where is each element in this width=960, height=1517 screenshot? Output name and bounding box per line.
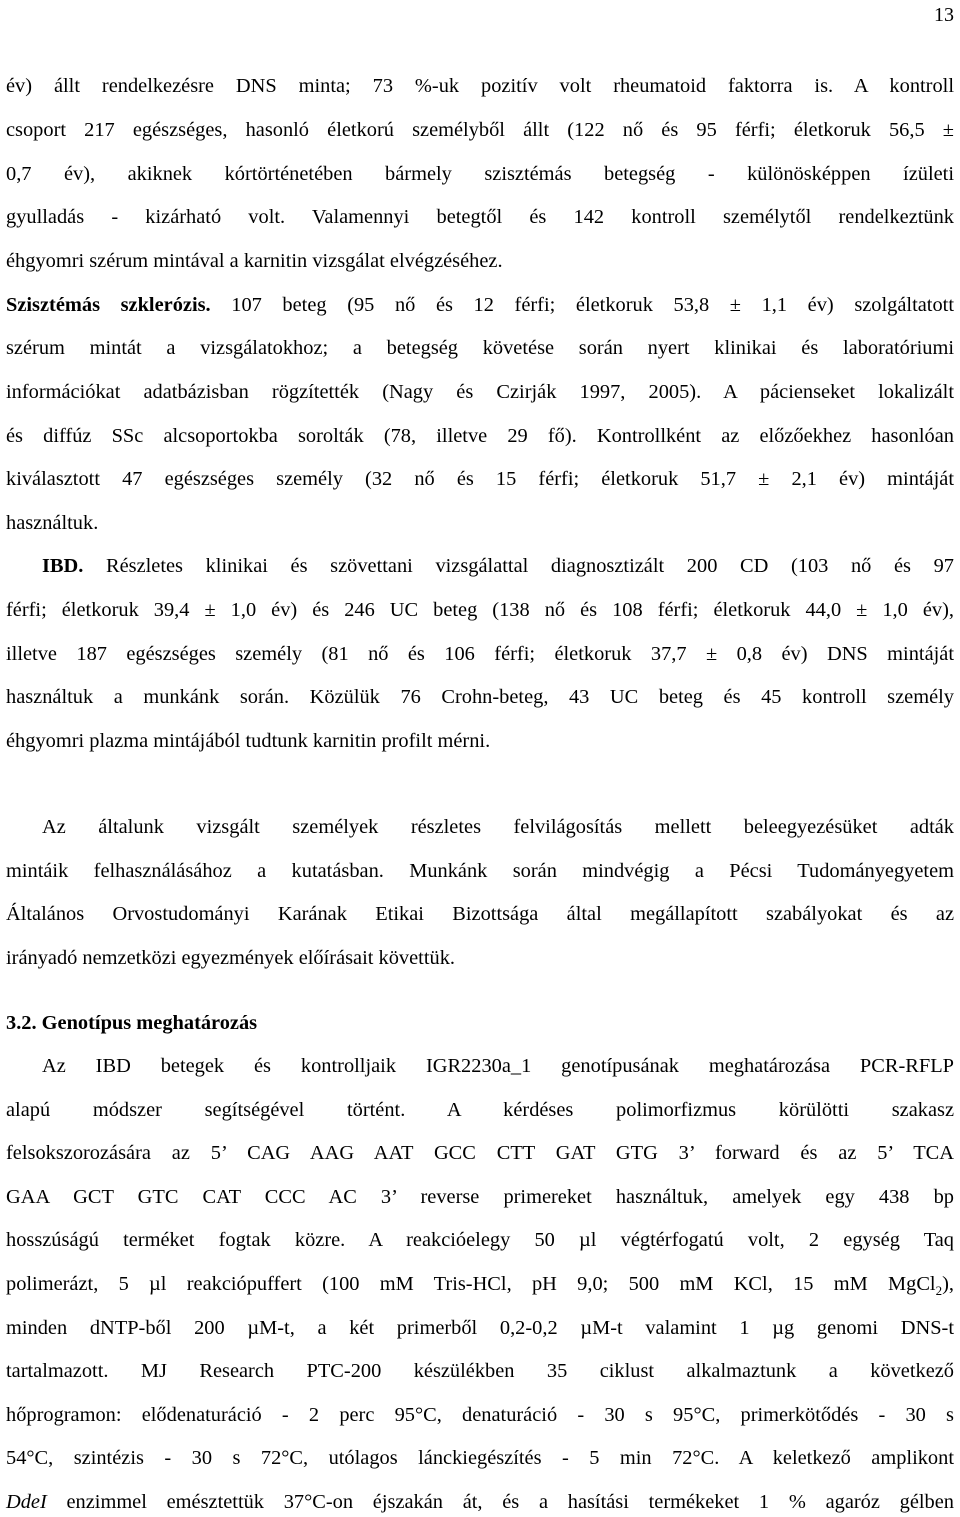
text-run: 0,7 év), akiknek kórtörténetében bármely szisztémás betegség - különösképpen ízületi [6, 163, 954, 185]
text-run: Az IBD betegek és kontrolljaik IGR2230a_1 genotípusának meghatározása PCR-RFLP [42, 1055, 954, 1077]
text-run: enzimmel emésztettük 37°C-on éjszakán át, és a hasítási termékeket 1 % agaróz gélben [46, 1491, 954, 1513]
text-line [6, 1226, 954, 1254]
text-line [6, 1183, 954, 1211]
text-line [6, 1488, 954, 1516]
text-run: gyulladás - kizárható volt. Valamennyi betegtől és 142 kontroll személytől rendelkeztünk [6, 206, 954, 228]
text-run: 107 beteg (95 nő és 12 férfi; életkoruk 53,8 ± 1,1 év) szolgáltatott [210, 294, 954, 316]
text-line [6, 203, 954, 231]
text-run: minden dNTP-ből 200 µM-t, a két primerből 0,2-0,2 µM-t valamint 1 µg genomi DNS-t [6, 1317, 954, 1339]
text-run: éhgyomri plazma mintájából tudtunk karnitin profilt mérni. [6, 730, 491, 752]
text-line [6, 683, 954, 711]
text-run: férfi; életkoruk 39,4 ± 1,0 év) és 246 UC beteg (138 nő és 108 férfi; életkoruk 44,0 ± 1,0 év), [6, 599, 954, 621]
text-line [6, 857, 954, 885]
text-line [6, 72, 954, 100]
text-run: szérum mintát a vizsgálatokhoz; a betegség követése során nyert klinikai és laboratóriumi [6, 337, 954, 359]
bold-run: 3.2. Genotípus meghatározás [6, 1012, 258, 1034]
text-line [6, 247, 954, 275]
text-line [6, 422, 954, 450]
text-run: Az általunk vizsgált személyek részletes felvilágosítás mellett beleegyezésüket adták [42, 816, 954, 838]
text-line [42, 552, 954, 580]
text-line [6, 334, 954, 362]
text-run: információkat adatbázisban rögzítették (Nagy és Czirják 1997, 2005). A pácienseket lokalizált [6, 381, 954, 403]
text-line [6, 944, 954, 972]
text-run: GAA GCT GTC CAT CCC AC 3’ reverse primereket használtuk, amelyek egy 438 bp [6, 1186, 954, 1208]
text-line [6, 640, 954, 668]
text-run: illetve 187 egészséges személy (81 nő és 106 férfi; életkoruk 37,7 ± 0,8 év) DNS mintáját [6, 643, 954, 665]
text-line [6, 1009, 954, 1037]
text-line [6, 1139, 954, 1167]
text-run: tartalmazott. MJ Research PTC-200 készülékben 35 ciklust alkalmaztunk a következő [6, 1360, 954, 1382]
text-run: éhgyomri szérum mintával a karnitin vizsgálat elvégzéséhez. [6, 250, 503, 272]
text-run: év) állt rendelkezésre DNS minta; 73 %-uk pozitív volt rheumatoid faktorra is. A kontroll [6, 75, 954, 97]
bold-run: Szisztémás szklerózis. [6, 294, 211, 316]
text-line [6, 1444, 954, 1472]
text-line [6, 727, 954, 755]
page-number: 13 [934, 4, 954, 26]
text-run: Általános Orvostudományi Karának Etikai Bizottsága által megállapított szabályokat és az [6, 903, 954, 925]
text-run: alapú módszer segítségével történt. A kérdéses polimorfizmus körülötti szakasz [6, 1099, 954, 1121]
text-run: kiválasztott 47 egészséges személy (32 nő és 15 férfi; életkoruk 51,7 ± 2,1 év) mintáját [6, 468, 954, 490]
text-line [6, 160, 954, 188]
text-line [6, 596, 954, 624]
text-run: mintáik felhasználásához a kutatásban. Munkánk során mindvégig a Pécsi Tudományegyetem [6, 860, 954, 882]
text-run: hőprogramon: elődenaturáció - 2 perc 95°C, denaturáció - 30 s 95°C, primerkötődés - 30 s [6, 1404, 954, 1426]
text-run: felsokszorozására az 5’ CAG AAG AAT GCC CTT GAT GTG 3’ forward és az 5’ TCA [6, 1142, 954, 1164]
bold-run: IBD. [42, 555, 84, 577]
text-run: 54°C, szintézis - 30 s 72°C, utólagos lánckiegészítés - 5 min 72°C. A keletkező amplikont [6, 1447, 954, 1469]
text-line [6, 378, 954, 406]
text-line [42, 813, 954, 841]
text-line [6, 1096, 954, 1124]
text-run: és diffúz SSc alcsoportokba sorolták (78, illetve 29 fő). Kontrollként az előzőekhez hasonlóan [6, 425, 954, 447]
text-line [6, 1401, 954, 1429]
text-run: hosszúságú terméket fogtak közre. A reakcióelegy 50 µl végtérfogatú volt, 2 egység Taq [6, 1229, 954, 1251]
text-line [6, 509, 954, 537]
text-line [6, 1357, 954, 1385]
text-run: Részletes klinikai és szövettani vizsgálattal diagnosztizált 200 CD (103 nő és 97 [83, 555, 954, 577]
italic-run: DdeI [6, 1491, 47, 1513]
text-line [6, 1270, 954, 1298]
text-run: használtuk a munkánk során. Közülük 76 Crohn-beteg, 43 UC beteg és 45 kontroll személy [6, 686, 954, 708]
text-run: ), [942, 1273, 954, 1295]
text-line [6, 1314, 954, 1342]
text-line [6, 900, 954, 928]
text-run: irányadó nemzetközi egyezmények előírásait követtük. [6, 947, 455, 969]
text-run: polimerázt, 5 µl reakciópuffert (100 mM Tris-HCl, pH 9,0; 500 mM KCl, 15 mM MgCl [6, 1273, 936, 1295]
text-run: csoport 217 egészséges, hasonló életkorú személyből állt (122 nő és 95 férfi; életkoruk 56,5 ± [6, 119, 954, 141]
text-run: használtuk. [6, 512, 99, 534]
text-line [6, 116, 954, 144]
text-line [42, 1052, 954, 1080]
text-line [6, 465, 954, 493]
subscript-run: 2 [935, 1283, 943, 1299]
text-line [6, 291, 954, 319]
